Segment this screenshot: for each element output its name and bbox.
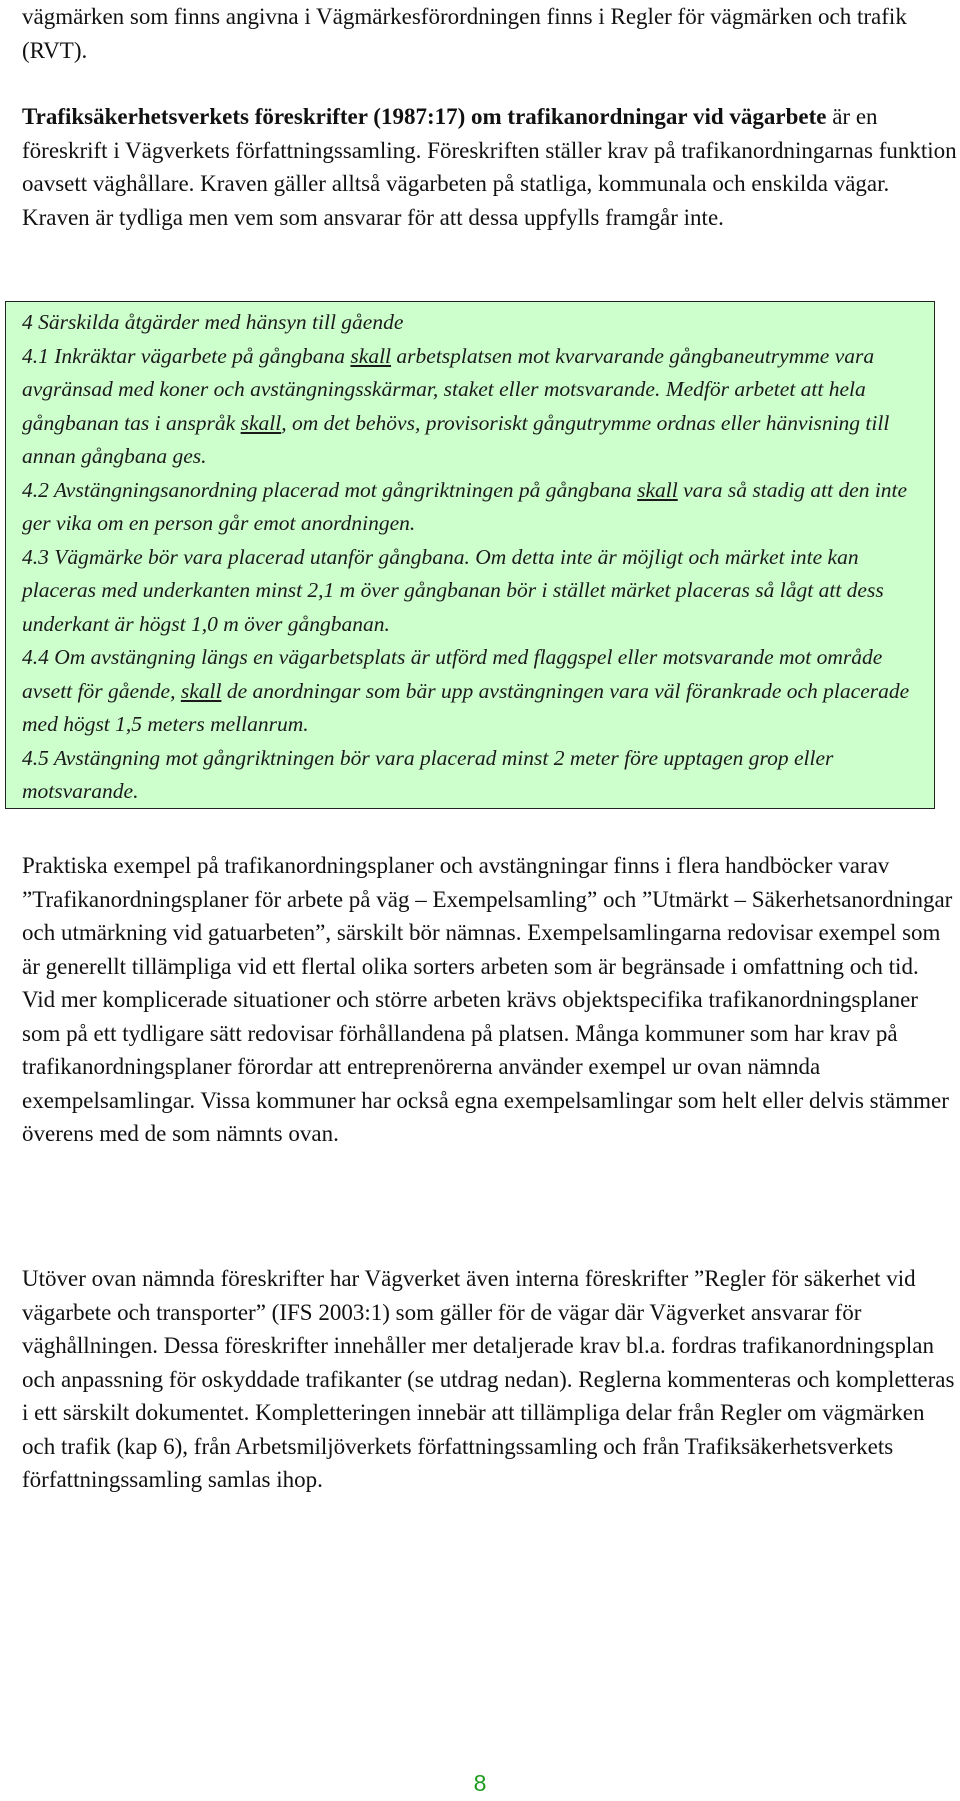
excerpt-item-4-3: 4.3 Vägmärke bör vara placerad utanför gångbana. Om detta inte är möjligt och märket inte kan placeras med underkanten minst 2,1 m över gångbanan bör i stället märket placeras så lågt att dess underkant är högst 1,0 m över gångbanan. bbox=[22, 544, 884, 636]
excerpt-item-4-1 bbox=[22, 340, 934, 474]
paragraph-internal-regulations: Utöver ovan nämnda föreskrifter har Vägverket även interna föreskrifter ”Regler för säkerhet vid vägarbete och transporter” (IFS 2003:1) som gäller för de vägar där Vägverket ansvarar för väghållningen. Dessa föreskrifter innehåller mer detaljerade krav bl.a. fordras trafikanordningsplan och anpassning för oskyddade trafikanter (se utdrag nedan). Reglerna kommenteras och kompletteras i ett särskilt dokumentet. Kompletteringen innebär att tillämpliga delar från Regler om vägmärken och trafik (kap 6), från Arbetsmiljöverkets författningssamling och från Trafiksäkerhetsverkets författningssamling samlas ihop. bbox=[22, 1266, 955, 1492]
excerpt-item-4-5: 4.5 Avstängning mot gångriktningen bör vara placerad minst 2 meter före upptagen grop eller motsvarande. bbox=[22, 745, 834, 803]
excerpt-item-4-4 bbox=[22, 641, 934, 742]
excerpt-text: vara så stadig att den inte ger vika om en person går emot anordningen. bbox=[22, 477, 908, 535]
paragraph-body: är en föreskrift i Vägverkets författningssamling. Föreskriften ställer krav på trafikanordningarnas funktion oavsett väghållare. Kraven gäller alltså vägarbeten på statliga, kommunala och enskilda vägar. Kraven är tydliga men vem som ansvarar för att dessa uppfylls framgår inte. bbox=[22, 104, 957, 230]
regulation-excerpt-box bbox=[5, 301, 935, 809]
excerpt-text: 4.1 Inkräktar vägarbete på gångbana bbox=[22, 343, 351, 368]
page-number: 8 bbox=[473, 1770, 487, 1796]
excerpt-text: arbetsplatsen mot kvarvarande gångbaneutrymme vara avgränsad med koner och avstängningsskärmar, staket eller motsvarande. Medför arbetet att hela gångbanan tas i anspråk bbox=[22, 343, 875, 435]
paragraph-practical-examples: Praktiska exempel på trafikanordningsplaner och avstängningar finns i flera handböcker varav ”Trafikanordningsplaner för arbete på väg – Exempelsamling” och ”Utmärkt – Säkerhetsanordningar och utmärkning vid gatuarbeten”, särskilt bör nämnas. Exempelsamlingarna redovisar exempel som är generellt tillämpliga vid ett flertal olika sorters arbeten som är begränsade i omfattning och tid. Vid mer komplicerade situationer och större arbeten krävs objektspecifika trafikanordningsplaner som på ett tydligare sätt redovisar förhållandena på platsen. Många kommuner som har krav på trafikanordningsplaner förordar att entreprenörerna använder exempel ur ovan nämnda exempelsamlingar. Vissa kommuner har också egna exempelsamlingar som helt eller delvis stämmer överens med de som nämnts ovan. bbox=[22, 853, 953, 1146]
excerpt-item-4-2 bbox=[22, 474, 934, 541]
excerpt-text: , om det behövs, provisoriskt gångutrymme ordnas eller hänvisning till annan gångbana ges. bbox=[22, 410, 890, 468]
emphasis-skall: skall bbox=[180, 678, 222, 703]
emphasis-skall: skall bbox=[637, 477, 678, 502]
paragraph-tsv-regulations bbox=[22, 100, 957, 234]
excerpt-text: de anordningar som bär upp avstängningen vara väl förankrade och placerade med högst 1,5 meters mellanrum. bbox=[22, 678, 910, 736]
paragraph-rvt: vägmärken som finns angivna i Vägmärkesförordningen finns i Regler för vägmärken och trafik (RVT). bbox=[22, 4, 907, 63]
excerpt-text: 4.2 Avstängningsanordning placerad mot gångriktningen på gångbana bbox=[22, 477, 638, 502]
excerpt-heading: 4 Särskilda åtgärder med hänsyn till gående bbox=[22, 310, 404, 334]
emphasis-skall: skall bbox=[350, 343, 392, 368]
excerpt-text: 4.4 Om avstängning längs en vägarbetsplats är utförd med flaggspel eller motsvarande mot område avsett för gående, bbox=[22, 645, 883, 703]
regulation-title: Trafiksäkerhetsverkets föreskrifter (1987:17) om trafikanordningar vid vägarbete bbox=[22, 104, 827, 129]
emphasis-skall: skall bbox=[240, 410, 282, 435]
